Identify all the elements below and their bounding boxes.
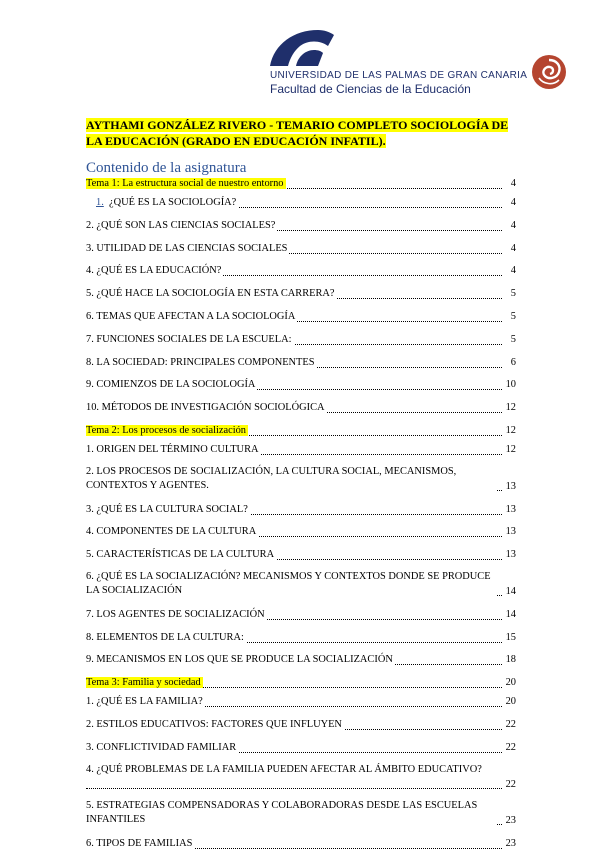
toc-page-number: 12 — [504, 442, 516, 458]
toc-entry[interactable] — [86, 524, 516, 540]
contents-heading: Contenido de la asignatura — [86, 160, 247, 176]
toc-entry-label: 6. TEMAS QUE AFECTAN A LA SOCIOLOGÍA — [86, 310, 296, 322]
toc-entry-label: 4. COMPONENTES DE LA CULTURA — [86, 526, 257, 538]
toc-entry[interactable] — [86, 694, 516, 710]
toc-page-number: 6 — [509, 355, 516, 371]
toc-entry-label: 7. LOS AGENTES DE SOCIALIZACIÓN — [86, 608, 265, 620]
toc-page-number: 23 — [505, 815, 516, 827]
toc-entry[interactable] — [86, 218, 516, 234]
toc-page-number: 13 — [504, 547, 516, 563]
toc-page-number: 22 — [504, 717, 516, 733]
toc-entry[interactable] — [86, 309, 516, 325]
toc-entry-label: 2. LOS PROCESOS DE SOCIALIZACIÓN, LA CULTURA SOCIAL, MECANISMOS, CONTEXTOS Y AGENTES. — [86, 465, 496, 493]
toc-entry-label: 5. ¿QUÉ HACE LA SOCIOLOGÍA EN ESTA CARRERA? — [86, 288, 335, 300]
toc-entry[interactable] — [86, 607, 516, 623]
toc-page-number: 5 — [509, 286, 516, 302]
toc-entry[interactable] — [86, 836, 516, 852]
toc-entry[interactable] — [86, 241, 516, 257]
toc-page-number: 12 — [504, 400, 516, 416]
toc-entry-label: 6. ¿QUÉ ES LA SOCIALIZACIÓN? MECANISMOS Y CONTEXTOS DONDE SE PRODUCE LA SOCIALIZACIÓN — [86, 570, 496, 598]
toc-entry-label: 8. ELEMENTOS DE LA CULTURA: — [86, 631, 244, 643]
toc-entry[interactable] — [86, 630, 516, 646]
toc-entry-label: 1. ORIGEN DEL TÉRMINO CULTURA — [86, 443, 259, 455]
toc-entry-label: 3. UTILIDAD DE LAS CIENCIAS SOCIALES — [86, 242, 288, 254]
toc-entry-text: ¿QUÉ ES LA SOCIOLOGÍA? — [109, 197, 237, 208]
toc-page-number: 14 — [505, 585, 516, 597]
toc-page-number: 10 — [504, 377, 516, 393]
document-title: AYTHAMI GONZÁLEZ RIVERO - TEMARIO COMPLETO SOCIOLOGÍA DE LA EDUCACIÓN (GRADO EN EDUCACIÓN INFATIL). — [86, 118, 509, 148]
toc-entry[interactable] — [86, 355, 516, 371]
toc-entry[interactable] — [86, 717, 516, 733]
toc-page-number: 4 — [509, 195, 516, 211]
toc-entry-label: Tema 3: Familia y sociedad — [86, 677, 201, 689]
toc-page-number: 5 — [509, 332, 516, 348]
toc-entry-label: 8. LA SOCIEDAD: PRINCIPALES COMPONENTES — [86, 356, 315, 368]
toc-entry-label: 1. ¿QUÉ ES LA FAMILIA? — [86, 696, 203, 708]
toc-entry-label: 2. ESTILOS EDUCATIVOS: FACTORES QUE INFLUYEN — [86, 718, 342, 730]
toc-section-entry[interactable] — [86, 176, 516, 192]
toc-entry-label: 6. TIPOS DE FAMILIAS — [86, 838, 193, 850]
toc-page-number: 23 — [504, 836, 516, 852]
toc-entry[interactable] — [86, 286, 516, 302]
toc-entry-label: 9. COMIENZOS DE LA SOCIOLOGÍA — [86, 379, 256, 391]
toc-page-number: 13 — [504, 502, 516, 518]
ulpgc-logo-icon — [268, 26, 338, 70]
toc-entry-label: 4. ¿QUÉ PROBLEMAS DE LA FAMILIA PUEDEN AFECTAR AL ÁMBITO EDUCATIVO? — [86, 763, 496, 777]
toc-entry[interactable] — [86, 547, 516, 563]
toc-entry[interactable] — [86, 740, 516, 756]
toc-page-number: 4 — [509, 241, 516, 257]
toc-entry[interactable] — [86, 400, 516, 416]
toc-entry[interactable] — [86, 652, 516, 668]
toc-entry[interactable] — [86, 502, 516, 518]
toc-entry[interactable] — [86, 377, 516, 393]
toc-entry[interactable] — [86, 442, 516, 458]
toc-entry-label: 9. MECANISMOS EN LOS QUE SE PRODUCE LA SOCIALIZACIÓN — [86, 654, 393, 666]
faculty-name: Facultad de Ciencias de la Educación — [270, 82, 471, 96]
toc-page-number: 12 — [504, 423, 516, 439]
toc-entry-label: 10. MÉTODOS DE INVESTIGACIÓN SOCIOLÓGICA — [86, 402, 325, 414]
toc-page-number: 13 — [504, 524, 516, 540]
toc-entry-number: 1. — [96, 197, 104, 208]
toc-entry[interactable] — [86, 195, 516, 211]
toc-page-number: 4 — [509, 176, 516, 192]
toc-entry[interactable] — [86, 799, 516, 829]
faculty-seal-icon — [531, 54, 567, 90]
table-of-contents — [86, 176, 516, 859]
toc-page-number: 13 — [505, 480, 516, 492]
toc-entry-label: 3. ¿QUÉ ES LA CULTURA SOCIAL? — [86, 503, 248, 515]
toc-entry-label: 3. CONFLICTIVIDAD FAMILIAR — [86, 741, 237, 753]
toc-page-number: 20 — [504, 694, 516, 710]
toc-entry-label: 4. ¿QUÉ ES LA EDUCACIÓN? — [86, 265, 222, 277]
toc-entry-label — [86, 197, 238, 208]
toc-entry-label: Tema 2: Los procesos de socialización — [86, 424, 246, 436]
toc-entry[interactable] — [86, 263, 516, 279]
toc-page-number: 22 — [504, 740, 516, 756]
toc-page-number: 22 — [505, 778, 516, 790]
toc-page-number: 14 — [504, 607, 516, 623]
toc-section-entry[interactable] — [86, 675, 516, 691]
toc-entry-label: 2. ¿QUÉ SON LAS CIENCIAS SOCIALES? — [86, 219, 276, 231]
toc-section-entry[interactable] — [86, 423, 516, 439]
toc-entry[interactable] — [86, 465, 516, 495]
toc-entry[interactable] — [86, 570, 516, 600]
toc-page-number: 18 — [504, 652, 516, 668]
toc-entry-label: 7. FUNCIONES SOCIALES DE LA ESCUELA: — [86, 333, 292, 345]
toc-entry-label: 5. CARACTERÍSTICAS DE LA CULTURA — [86, 549, 275, 561]
toc-leader-dots — [86, 788, 502, 789]
toc-entry-label: 5. ESTRATEGIAS COMPENSADORAS Y COLABORADORAS DESDE LAS ESCUELAS INFANTILES — [86, 799, 496, 827]
toc-entry[interactable] — [86, 763, 516, 793]
toc-page-number: 4 — [509, 218, 516, 234]
toc-page-number: 15 — [504, 630, 516, 646]
toc-page-number: 4 — [509, 263, 516, 279]
toc-entry-label: Tema 1: La estructura social de nuestro entorno — [86, 178, 284, 189]
toc-entry[interactable] — [86, 332, 516, 348]
toc-page-number: 5 — [509, 309, 516, 325]
university-name: UNIVERSIDAD DE LAS PALMAS DE GRAN CANARIA — [270, 70, 528, 81]
toc-page-number: 20 — [504, 675, 516, 691]
